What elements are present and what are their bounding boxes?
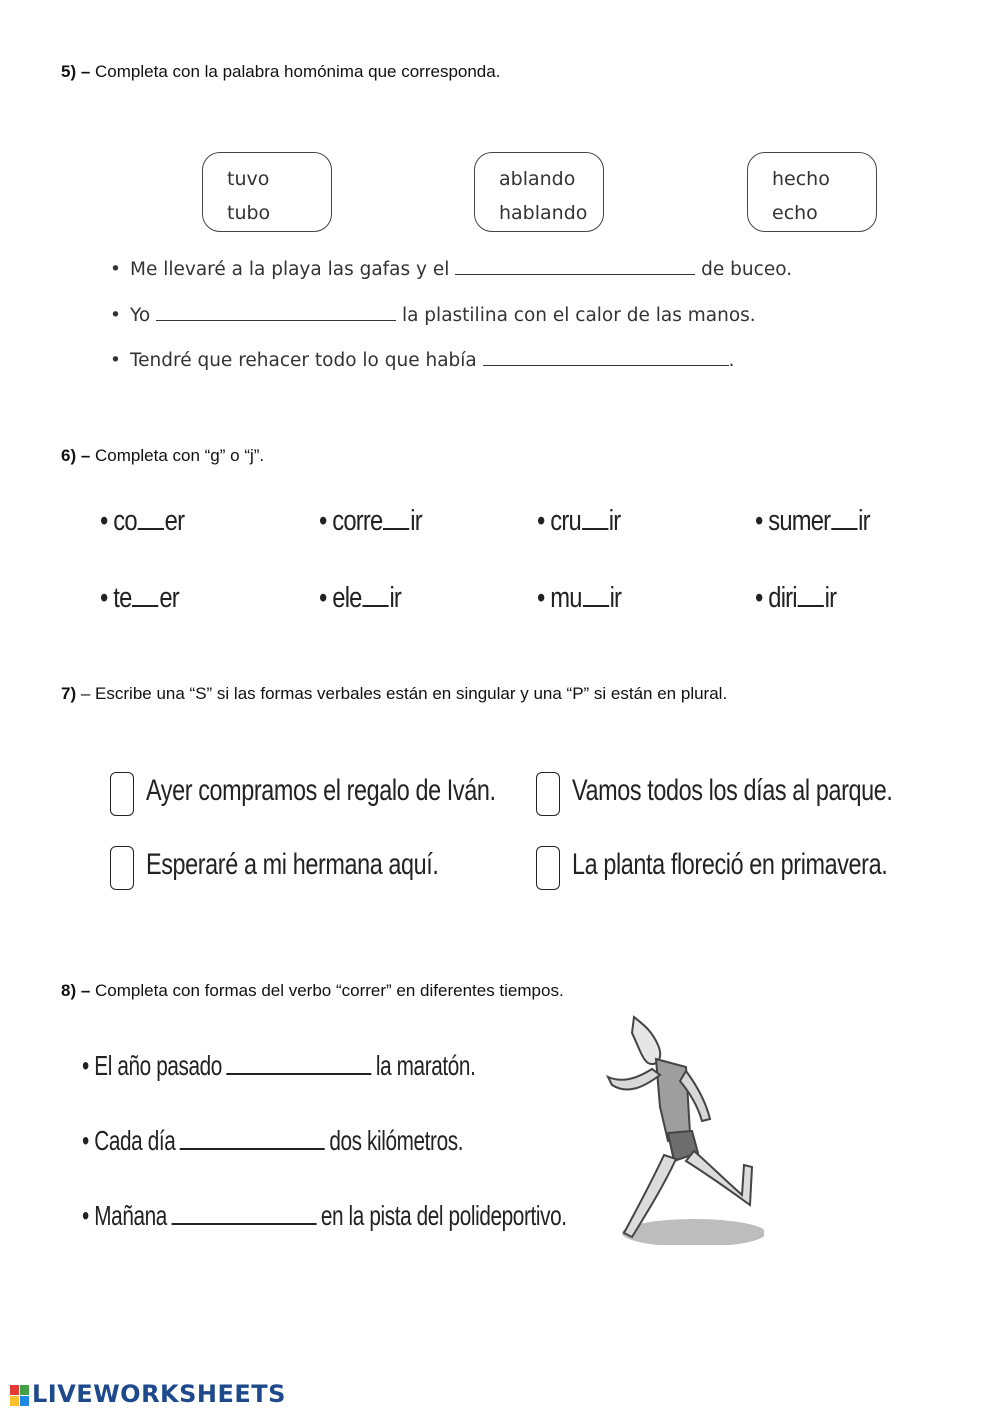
exercise-5-heading — [61, 62, 500, 82]
ex8-blank-1[interactable] — [226, 1055, 371, 1075]
gj-word-8: • diri ir — [755, 582, 837, 614]
ex8-s3-after: en la pista del polideportivo. — [320, 1200, 567, 1231]
ex8-s2-before: Cada día — [94, 1125, 176, 1156]
ex5-blank-1[interactable] — [455, 258, 695, 275]
runner-illustration — [594, 1015, 764, 1245]
word-hablando: hablando — [499, 202, 588, 224]
ex5-blank-3[interactable] — [483, 349, 729, 366]
runner-shadow — [622, 1219, 764, 1245]
gj-suffix: ir — [608, 505, 621, 537]
exercise-5-number: 5) – — [61, 62, 91, 81]
sp-sentence-3: Esperaré a mi hermana aquí. — [146, 848, 439, 881]
word-box-3 — [747, 152, 877, 232]
gj-blank-2[interactable] — [383, 506, 409, 530]
liveworksheets-logo-text: LIVEWORKSHEETS — [32, 1380, 286, 1408]
gj-word-3: • cru ir — [537, 505, 621, 537]
ex5-blank-2[interactable] — [156, 304, 396, 321]
exercise-7-number: 7) — [61, 684, 77, 703]
word-tubo: tubo — [227, 202, 271, 224]
bullet: • — [110, 350, 121, 371]
ex8-blank-3[interactable] — [171, 1205, 316, 1225]
gj-suffix: ir — [824, 582, 837, 614]
sp-sentence-2: Vamos todos los días al parque. — [572, 774, 893, 807]
runner-arm-back — [608, 1069, 660, 1090]
word-tuvo: tuvo — [227, 168, 270, 190]
ex8-sentence-2: • Cada día dos kilómetros. — [82, 1125, 464, 1156]
gj-word-6: • ele ir — [319, 582, 402, 614]
gj-prefix: cru — [550, 505, 581, 537]
ex5-sentence-1 — [110, 258, 792, 280]
ex8-sentence-3: • Mañana en la pista del polideportivo. — [82, 1200, 567, 1231]
bullet: • — [110, 259, 121, 280]
gj-suffix: ir — [858, 505, 870, 537]
exercise-8-instruction: Completa con formas del verbo “correr” en diferentes tiempos. — [95, 981, 564, 1000]
gj-word-2: • corre ir — [319, 505, 422, 537]
word-box-1 — [202, 152, 332, 232]
ex5-s1-before: Me llevaré a la playa las gafas y el — [130, 259, 450, 280]
sp-answer-box-3[interactable] — [110, 846, 134, 890]
gj-blank-6[interactable] — [362, 583, 388, 607]
exercise-8-heading — [61, 981, 564, 1001]
exercise-5-instruction: Completa con la palabra homónima que corresponda. — [95, 62, 501, 81]
gj-prefix: ele — [332, 582, 362, 614]
exercise-7-heading — [61, 684, 727, 704]
exercise-6-instruction: Completa con “g” o “j”. — [95, 446, 265, 465]
ex8-s3-before: Mañana — [94, 1200, 167, 1231]
gj-blank-4[interactable] — [831, 506, 857, 530]
runner-leg-front — [686, 1151, 752, 1205]
gj-prefix: mu — [550, 582, 582, 614]
gj-prefix: diri — [768, 582, 797, 614]
exercise-8-number: 8) – — [61, 981, 91, 1000]
gj-suffix: ir — [609, 582, 622, 614]
sp-answer-box-1[interactable] — [110, 772, 134, 816]
gj-suffix: er — [159, 582, 179, 614]
gj-word-5: • te er — [100, 582, 179, 614]
word-echo: echo — [772, 202, 818, 224]
exercise-6-number: 6) – — [61, 446, 91, 465]
gj-prefix: te — [113, 582, 132, 614]
runner-head — [632, 1017, 660, 1064]
ex5-s1-after: de buceo. — [701, 259, 793, 280]
exercise-6-heading — [61, 446, 264, 466]
gj-suffix: ir — [410, 505, 422, 537]
gj-word-4: • sumer ir — [755, 505, 870, 537]
gj-blank-1[interactable] — [138, 506, 164, 530]
sp-answer-box-4[interactable] — [536, 846, 560, 890]
ex5-sentence-2 — [110, 304, 756, 326]
gj-prefix: sumer — [768, 505, 831, 537]
sp-answer-box-2[interactable] — [536, 772, 560, 816]
ex8-sentence-1: • El año pasado la maratón. — [82, 1050, 476, 1081]
gj-suffix: ir — [389, 582, 402, 614]
ex8-blank-2[interactable] — [180, 1130, 325, 1150]
word-hecho: hecho — [772, 168, 830, 190]
ex5-s3-before: Tendré que rehacer todo lo que había — [130, 350, 477, 371]
bullet: • — [110, 305, 121, 326]
gj-blank-5[interactable] — [132, 583, 158, 607]
liveworksheets-logo-icon — [10, 1385, 30, 1407]
word-ablando: ablando — [499, 168, 576, 190]
sp-sentence-4: La planta floreció en primavera. — [572, 848, 888, 881]
sp-sentence-1: Ayer compramos el regalo de Iván. — [146, 774, 496, 807]
gj-prefix: corre — [332, 505, 383, 537]
ex5-s2-before: Yo — [130, 305, 151, 326]
ex5-sentence-3 — [110, 349, 735, 371]
ex8-s2-after: dos kilómetros. — [329, 1125, 464, 1156]
word-box-2 — [474, 152, 604, 232]
gj-blank-3[interactable] — [582, 506, 608, 530]
gj-word-1: • co er — [100, 505, 185, 537]
exercise-7-instruction: – Escribe una “S” si las formas verbales están en singular y una “P” si están en plural. — [80, 684, 728, 703]
gj-prefix: co — [113, 505, 137, 537]
ex5-s3-after: . — [728, 350, 735, 371]
gj-suffix: er — [164, 505, 185, 537]
gj-blank-7[interactable] — [583, 583, 609, 607]
ex8-s1-before: El año pasado — [94, 1050, 222, 1081]
gj-word-7: • mu ir — [537, 582, 622, 614]
ex5-s2-after: la plastilina con el calor de las manos. — [401, 305, 756, 326]
gj-blank-8[interactable] — [798, 583, 824, 607]
ex8-s1-after: la maratón. — [375, 1050, 476, 1081]
